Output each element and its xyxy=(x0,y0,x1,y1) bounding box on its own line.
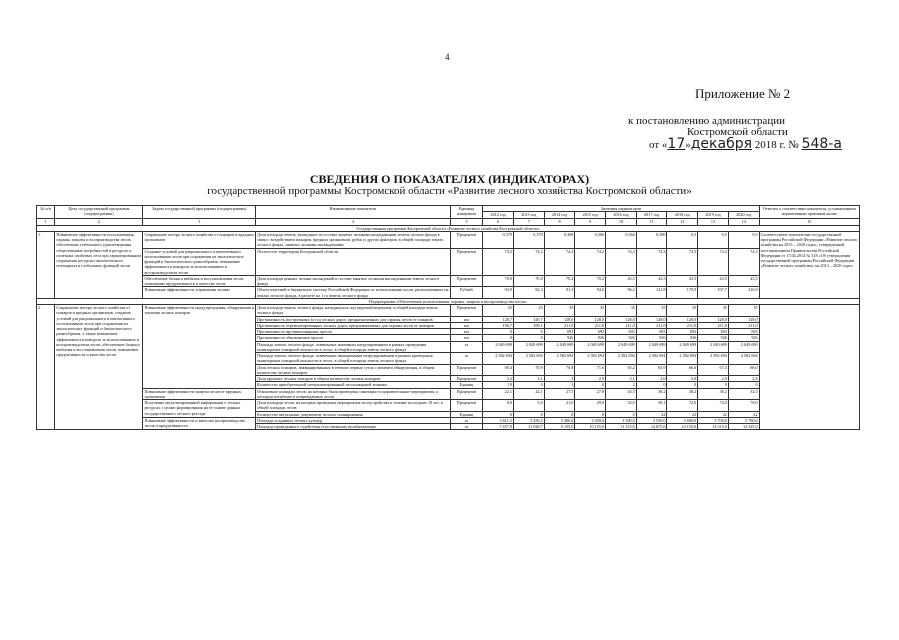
value-cell: 43,5 xyxy=(728,275,759,287)
unit-cell: Процентов xyxy=(450,400,483,412)
value-cell: 3 xyxy=(544,382,575,388)
indicator-cell: Протяженность отремонтированных лесных дорог, предназначенных для охраны лесов от пожаров xyxy=(256,322,450,328)
value-cell: 38,2 xyxy=(698,388,729,400)
value-cell: 2 582 694 xyxy=(667,353,698,365)
value-cell: 926 xyxy=(636,335,667,341)
document-subtitle: государственной программы Костромской области «Развитие лесного хозяйства Костромской области» xyxy=(207,185,692,197)
value-cell: 2 049 699 xyxy=(636,341,667,353)
value-cell: 96,2 xyxy=(606,287,637,299)
table-row xyxy=(37,388,860,400)
decree-month: декабря xyxy=(690,136,753,152)
value-cell: 129,7 xyxy=(513,316,544,322)
column-number: 11 xyxy=(636,218,667,225)
value-cell: 0 xyxy=(483,411,514,417)
value-cell: 70,9 xyxy=(513,364,544,376)
task-cell: Повышение эффективности защиты лесов от вредных организмов xyxy=(143,388,256,400)
value-cell: 35 xyxy=(636,305,667,317)
value-cell: 25 xyxy=(513,305,544,317)
value-cell: 22 xyxy=(636,411,667,417)
value-cell: 3 700,0 xyxy=(698,417,729,423)
value-cell: 21,0 xyxy=(544,400,575,412)
value-cell: 211,0 xyxy=(544,322,575,328)
value-cell: 0,366 xyxy=(575,231,606,248)
value-cell: 74,3 xyxy=(636,248,667,275)
decree-number: 548-а xyxy=(801,136,842,152)
value-cell: 35 xyxy=(667,305,698,317)
value-cell: 35 xyxy=(575,305,606,317)
value-cell: 693 xyxy=(698,329,729,335)
value-cell: 2 582 694 xyxy=(636,353,667,365)
header-year: 2020 год xyxy=(728,212,759,218)
value-cell: 3,0 xyxy=(636,376,667,382)
value-cell: 211,0 xyxy=(728,322,759,328)
decree-day: 17 xyxy=(667,136,686,152)
indicator-cell: Протяженность противопожарных просек xyxy=(256,329,450,335)
indicator-cell: Площадь земель лесного фонда, охваченных авиационным патрулированием в рамках проведения мониторинга пожарной опасности в лесах, в общей площади земель лесного фонда xyxy=(256,353,450,365)
indicator-cell: Количество приобретенной специализированной лесопожарной техники xyxy=(256,382,450,388)
value-cell: 74,3 xyxy=(606,248,637,275)
document-title: СВЕДЕНИЯ О ПОКАЗАТЕЛЯХ (ИНДИКАТОРАХ) xyxy=(309,172,590,186)
value-cell: 94,6 xyxy=(575,287,606,299)
section-row-subprogram-cell: Подпрограмма «Обеспечение использования, охраны, защиты и воспроизводства лесов» xyxy=(37,298,860,304)
table-body xyxy=(37,206,860,430)
value-cell: 22 xyxy=(667,411,698,417)
value-cell: 43,5 xyxy=(606,275,637,287)
value-cell: 0,379 xyxy=(483,231,514,248)
value-cell: 43,3 xyxy=(606,388,637,400)
value-cell: 128,0 xyxy=(698,316,729,322)
decree-line-1: к постановлению администрации xyxy=(628,115,785,127)
value-cell: 2 049 699 xyxy=(513,341,544,353)
indicator-cell: Площадь земель лесного фонда, охваченных наземным патрулированием в рамках проведения мониторинга пожарной опасности в лесах, в общей площади земель лесного фонда xyxy=(256,341,450,353)
unit-cell: Процентов xyxy=(450,388,483,400)
note-cell-empty xyxy=(759,305,859,430)
value-cell: 3 400,0 xyxy=(544,417,575,423)
column-number: 8 xyxy=(544,218,575,225)
value-cell: 693 xyxy=(575,329,606,335)
value-cell: 69,4 xyxy=(483,364,514,376)
column-number: 9 xyxy=(575,218,606,225)
value-cell: 926 xyxy=(698,335,729,341)
table-row xyxy=(37,275,860,287)
unit-cell: Процентов xyxy=(450,248,483,275)
value-cell: 74,0 xyxy=(698,400,729,412)
value-cell: 3 611,5 xyxy=(483,417,514,423)
value-cell: 2 049 699 xyxy=(544,341,575,353)
value-cell: 29,0 xyxy=(575,400,606,412)
value-cell: 0 xyxy=(544,411,575,417)
decree-year: 2018 г. № xyxy=(752,139,802,151)
value-cell: 74,3 xyxy=(698,248,729,275)
unit-cell: га xyxy=(450,424,483,430)
header-year: 2017 год xyxy=(636,212,667,218)
value-cell: 35 xyxy=(728,305,759,317)
table-row xyxy=(37,400,860,412)
value-cell: 2 582 694 xyxy=(728,353,759,365)
value-cell: 3,2 xyxy=(483,376,514,382)
value-cell: 693 xyxy=(728,329,759,335)
value-cell: 3 xyxy=(544,376,575,382)
value-cell: 14 155,0 xyxy=(667,424,698,430)
value-cell: 0 xyxy=(483,335,514,341)
value-cell: 0,5 xyxy=(698,231,729,248)
value-cell: 0,368 xyxy=(544,231,575,248)
indicator-cell: Протяженность обновляемых просек xyxy=(256,335,450,341)
value-cell: 0 xyxy=(513,382,544,388)
indicator-cell: Отношение площади лесов, на которых были проведены санитарно-оздоровительные мероприятия, к площади погибших и поврежденных лесов xyxy=(256,388,450,400)
value-cell: 3,0 xyxy=(667,376,698,382)
value-cell: 179,9 xyxy=(667,287,698,299)
decree-line-2: Костромской области xyxy=(687,126,788,138)
value-cell: 3,1 xyxy=(606,376,637,382)
value-cell: 211,0 xyxy=(575,322,606,328)
value-cell: 197,7 xyxy=(698,287,729,299)
indicator-cell: Площадь проведенного содействия естественному возобновлению xyxy=(256,424,450,430)
value-cell: 0 xyxy=(513,411,544,417)
value-cell: 67,3 xyxy=(698,364,729,376)
value-cell: 0 xyxy=(667,382,698,388)
value-cell: 693 xyxy=(636,329,667,335)
column-number: 12 xyxy=(667,218,698,225)
task-cell: Повышение эффективности предупреждения, обнаружения и тушения лесных пожаров xyxy=(143,305,256,389)
value-cell: 38,2 xyxy=(636,388,667,400)
unit-cell: га xyxy=(450,341,483,353)
unit-cell: Процентов xyxy=(450,231,483,248)
unit-cell: га xyxy=(450,417,483,423)
note-cell: Соответствуют показателям государственной программы Российской Федерации «Развитие лесного хозяйства на 2013 – 2020 годы», утвержденной постановлением Правительства Российской Федерации от 15.04.2014 № 318 «Об утверждении государственной программы Российской Федерации «Развитие лесного хозяйства» на 2013 – 2020 годы» xyxy=(759,231,859,298)
header-year: 2018 год xyxy=(667,212,698,218)
task-cell: Сокращение потерь лесного хозяйства от пожаров и вредных организмов xyxy=(143,231,256,248)
value-cell: 35 xyxy=(544,305,575,317)
unit-cell: км xyxy=(450,322,483,328)
value-cell: 3 450,0 xyxy=(575,417,606,423)
value-cell: 0 xyxy=(698,382,729,388)
value-cell: 19 xyxy=(483,382,514,388)
unit-cell: Единиц xyxy=(450,382,483,388)
value-cell: 0 xyxy=(575,411,606,417)
value-cell: 82,3 xyxy=(513,287,544,299)
value-cell: 74,3 xyxy=(667,248,698,275)
value-cell: 0 xyxy=(513,335,544,341)
value-cell: 128,7 xyxy=(483,316,514,322)
indicator-cell: Доля площади земель, вышедших из состава занятых лесными насаждениями земель лесного фонда в связи с воздействием пожаров, вредных организмов, рубок и других факторов, в общей площади земель лесного фонда, занятых лесными насаждениями xyxy=(256,231,450,248)
value-cell: 2,9 xyxy=(698,376,729,382)
header-year: 2014 год xyxy=(544,212,575,218)
unit-cell: км xyxy=(450,316,483,322)
value-cell: 0,5 xyxy=(728,231,759,248)
column-number: 10 xyxy=(606,218,637,225)
header-indicator: Наименование показателя xyxy=(256,206,450,219)
value-cell: 78,0 xyxy=(728,400,759,412)
decree-mid: » xyxy=(685,139,691,151)
task-cell: Создание условий для рационального и интенсивного использования лесов при сохранении их экологических функций и биологического разнообразия, повышение эффективности контроля за использованием и воспроизводством лесов xyxy=(143,248,256,275)
column-number: 2 xyxy=(55,218,143,225)
value-cell: 2 582 694 xyxy=(698,353,729,365)
indicators-table xyxy=(36,205,860,430)
value-cell: 2 049 699 xyxy=(483,341,514,353)
task-cell: Получение актуализированной информации о лесных ресурсах с целью формирования на ее основе данных государственного лесного реестра xyxy=(143,400,256,418)
value-cell: 2 582 694 xyxy=(513,353,544,365)
indicator-cell: Объем платежей в бюджетную систему Российской Федерации от использования лесов, расположенных на землях лесного фонда, в расчете на 1 га земель лесного фонда xyxy=(257,287,449,298)
value-cell: 74,3 xyxy=(728,248,759,275)
value-cell: 211,0 xyxy=(636,322,667,328)
value-cell: 25 xyxy=(483,305,514,317)
value-cell: 32,5 xyxy=(728,388,759,400)
value-cell: 2 049 699 xyxy=(606,341,637,353)
section-row-program-cell: Государственная программа Костромской области «Развитие лесного хозяйства Костромской области» xyxy=(37,225,860,231)
row-number: 2. xyxy=(37,305,55,430)
indicator-cell: Доля площади земель лесного фонда, находящихся под видеонаблюдением, в общей площади земель лесного фонда xyxy=(256,305,450,317)
value-cell: 128,0 xyxy=(575,316,606,322)
value-cell: 9 155,0 xyxy=(544,424,575,430)
column-number: 1 xyxy=(37,218,55,225)
value-cell: 74,2 xyxy=(544,248,575,275)
value-cell: 74,2 xyxy=(513,248,544,275)
value-cell: 27,5 xyxy=(544,388,575,400)
value-cell: 196,7 xyxy=(483,322,514,328)
unit-cell: км xyxy=(450,335,483,341)
header-goal: Цель государственной программы (подпрограммы) xyxy=(55,206,143,219)
value-cell: 128,0 xyxy=(606,316,637,322)
value-cell: 211,0 xyxy=(698,322,729,328)
value-cell: 43,5 xyxy=(667,275,698,287)
value-cell: 3 500,0 xyxy=(606,417,637,423)
column-number: 14 xyxy=(728,218,759,225)
header-year: 2013 год xyxy=(513,212,544,218)
column-number: 7 xyxy=(513,218,544,225)
value-cell: 58,1 xyxy=(636,400,667,412)
value-cell: 14 325,0 xyxy=(728,424,759,430)
indicator-cell: Доля крупных лесных пожаров в общем количестве лесных пожаров xyxy=(256,376,450,382)
value-cell: 2 049 699 xyxy=(667,341,698,353)
header-num: № п/п xyxy=(37,206,55,219)
value-cell: 27,8 xyxy=(575,388,606,400)
unit-cell: Процентов xyxy=(450,364,483,376)
table-row xyxy=(37,287,860,299)
value-cell: 216,0 xyxy=(728,287,759,299)
value-cell: 2 582 694 xyxy=(544,353,575,365)
value-cell: 3 600,0 xyxy=(667,417,698,423)
header-note: Отметка о соответствии показателя, установленным нормативным правовым актам xyxy=(759,206,859,219)
value-cell: 211,0 xyxy=(667,322,698,328)
value-cell: 0 xyxy=(728,382,759,388)
value-cell: 926 xyxy=(544,335,575,341)
value-cell: 926 xyxy=(606,335,637,341)
value-cell: 0 xyxy=(575,382,606,388)
value-cell: 2 582 694 xyxy=(483,353,514,365)
value-cell: 74,2 xyxy=(483,248,514,275)
decree-prefix: от « xyxy=(649,139,668,151)
value-cell: 14 315,0 xyxy=(698,424,729,430)
table-row xyxy=(37,248,860,275)
column-number: 3 xyxy=(143,218,256,225)
value-cell: 926 xyxy=(575,335,606,341)
value-cell: 2 582 694 xyxy=(606,353,637,365)
value-cell: 128,0 xyxy=(728,316,759,322)
value-cell: 72,0 xyxy=(667,400,698,412)
task-cell: Повышение эффективности и качества воспроизводства лесов и продуктивности xyxy=(143,417,256,430)
value-cell: 2,8 xyxy=(728,376,759,382)
value-cell: 70,2 xyxy=(544,275,575,287)
value-cell: 43,5 xyxy=(698,275,729,287)
value-cell: 43,5 xyxy=(636,275,667,287)
header-unit: Единица измерения xyxy=(450,206,483,219)
value-cell: 3 790,0 xyxy=(728,417,759,423)
value-cell: 926 xyxy=(667,335,698,341)
value-cell: 35 xyxy=(606,305,637,317)
value-cell: 0 xyxy=(483,329,514,335)
header-year: 2019 год xyxy=(698,212,729,218)
value-cell: 22,1 xyxy=(513,388,544,400)
value-cell: 7 457,9 xyxy=(483,424,514,430)
task-cell: Обеспечение баланса выбытия и восстановления лесов, повышение продуктивности и качества лесов xyxy=(143,275,256,287)
value-cell: 70,0 xyxy=(483,275,514,287)
unit-cell: Процентов xyxy=(450,305,483,317)
indicator-cell: Доля лесных пожаров, ликвидированных в течение первых суток с момента обнаружения, в общем количестве лесных пожаров xyxy=(256,364,450,376)
header-year: 2015 год xyxy=(575,212,606,218)
value-cell: 693 xyxy=(667,329,698,335)
value-cell: 2 049 699 xyxy=(698,341,729,353)
value-cell: 70,0 xyxy=(513,275,544,287)
value-cell: 2 049 699 xyxy=(728,341,759,353)
value-cell: 3 439,2 xyxy=(513,417,544,423)
value-cell: 2 582 694 xyxy=(575,353,606,365)
value-cell: 91,3 xyxy=(544,287,575,299)
value-cell: 35 xyxy=(698,305,729,317)
value-cell: 14 675,0 xyxy=(636,424,667,430)
decree-line-3 xyxy=(649,136,842,152)
value-cell: 11 155,0 xyxy=(606,424,637,430)
value-cell: 121,8 xyxy=(636,287,667,299)
value-cell: 0 xyxy=(513,329,544,335)
value-cell: 2 xyxy=(606,382,637,388)
table-row xyxy=(37,305,860,317)
header-values-group: Значения индикаторов xyxy=(483,206,759,212)
header-year: 2012 год xyxy=(483,212,514,218)
value-cell: 38,2 xyxy=(667,388,698,400)
value-cell: 0,364 xyxy=(606,231,637,248)
value-cell: 22,1 xyxy=(483,388,514,400)
value-cell: 70,8 xyxy=(544,364,575,376)
value-cell: 65,9 xyxy=(636,364,667,376)
value-cell: 74,2 xyxy=(575,248,606,275)
value-cell: 3 550,0 xyxy=(636,417,667,423)
value-cell: 128,0 xyxy=(667,316,698,322)
indicator-cell: Лесистость территории Костромской области xyxy=(256,248,450,275)
value-cell: 926 xyxy=(728,335,759,341)
value-cell: 199,1 xyxy=(513,322,544,328)
column-number: 5 xyxy=(450,218,483,225)
value-cell: 3,1 xyxy=(513,376,544,382)
value-cell: 65,2 xyxy=(606,364,637,376)
table-row xyxy=(37,231,860,248)
indicator-cell: Доля площади лесов, на которых проведены мероприятия лесоустройства в течение последних 10 лет, в общей площади лесов xyxy=(256,400,450,412)
appendix-title: Приложение № 2 xyxy=(695,86,791,101)
value-cell: 70,2 xyxy=(575,275,606,287)
value-cell: 0,370 xyxy=(513,231,544,248)
value-cell: 94,9 xyxy=(483,287,514,299)
value-cell: 2,9 xyxy=(575,376,606,382)
value-cell: 2 049 699 xyxy=(575,341,606,353)
value-cell: 10 155,0 xyxy=(575,424,606,430)
unit-cell: га xyxy=(450,353,483,365)
value-cell: 5,0 xyxy=(513,400,544,412)
value-cell: 0,5 xyxy=(667,231,698,248)
unit-cell: Процентов xyxy=(450,275,483,287)
value-cell: 0,500 xyxy=(636,231,667,248)
value-cell: 128,0 xyxy=(636,316,667,322)
value-cell: 0 xyxy=(606,411,637,417)
indicator-cell: Доля площади ценных лесных насаждений в составе занятых лесными насаждениями земель лесного фонда xyxy=(256,275,450,287)
column-number: 13 xyxy=(698,218,729,225)
value-cell: 32,0 xyxy=(606,400,637,412)
unit-cell: Рублей xyxy=(450,287,483,299)
value-cell: 128,0 xyxy=(544,316,575,322)
value-cell: 68,0 xyxy=(728,364,759,376)
value-cell: 211,0 xyxy=(606,322,637,328)
task-cell: Повышение эффективности управления лесами xyxy=(143,287,256,299)
value-cell: 66,6 xyxy=(667,364,698,376)
column-number: 15 xyxy=(759,218,859,225)
value-cell: 71,6 xyxy=(575,364,606,376)
row-number: 1. xyxy=(37,231,55,298)
value-cell: 22 xyxy=(728,411,759,417)
header-year: 2016 год xyxy=(606,212,637,218)
unit-cell: Процентов xyxy=(450,376,483,382)
goal-cell: Повышение эффективности использования, охраны, защиты и воспроизводства лесов, обеспечение стабильного удовлетворения общественных потребностей в ресурсах и полезных свойствах леса при гарантированном сохранении ресурсно-экологического потенциала и глобальных функций лесов xyxy=(55,231,143,298)
indicator-cell: Протяженность построенных за год лесных дорог, предназначенных для охраны лесов от пожаров xyxy=(256,316,450,322)
value-cell: 693 xyxy=(606,329,637,335)
value-cell: 11 026,7 xyxy=(513,424,544,430)
value-cell: 22 xyxy=(698,411,729,417)
header-task: Задача государственной программы (подпрограммы) xyxy=(143,206,256,219)
value-cell: 0,0 xyxy=(483,400,514,412)
indicator-cell: Площадь созданных лесных культур xyxy=(256,417,450,423)
column-number: 4 xyxy=(256,218,450,225)
unit-cell: Единиц xyxy=(450,411,483,417)
unit-cell: км xyxy=(450,329,483,335)
goal-cell: Сокращение потерь лесного хозяйства от пожаров и вредных организмов, создание условий для рационального и интенсивного использования лесов при сохранении их экологических функций и биологического разнообразия, а также повышение эффективности контроля за использованием и воспроизводством лесов, обеспечение баланса выбытия и восстановления лесов, повышение продуктивности и качества лесов xyxy=(55,305,143,430)
page-number: 4 xyxy=(445,52,450,62)
value-cell: 0 xyxy=(636,382,667,388)
value-cell: 693 xyxy=(544,329,575,335)
column-number: 6 xyxy=(483,218,514,225)
column-numbers-row xyxy=(37,218,860,225)
indicator-cell: Количество актуальных документов лесного планирования xyxy=(256,411,450,417)
